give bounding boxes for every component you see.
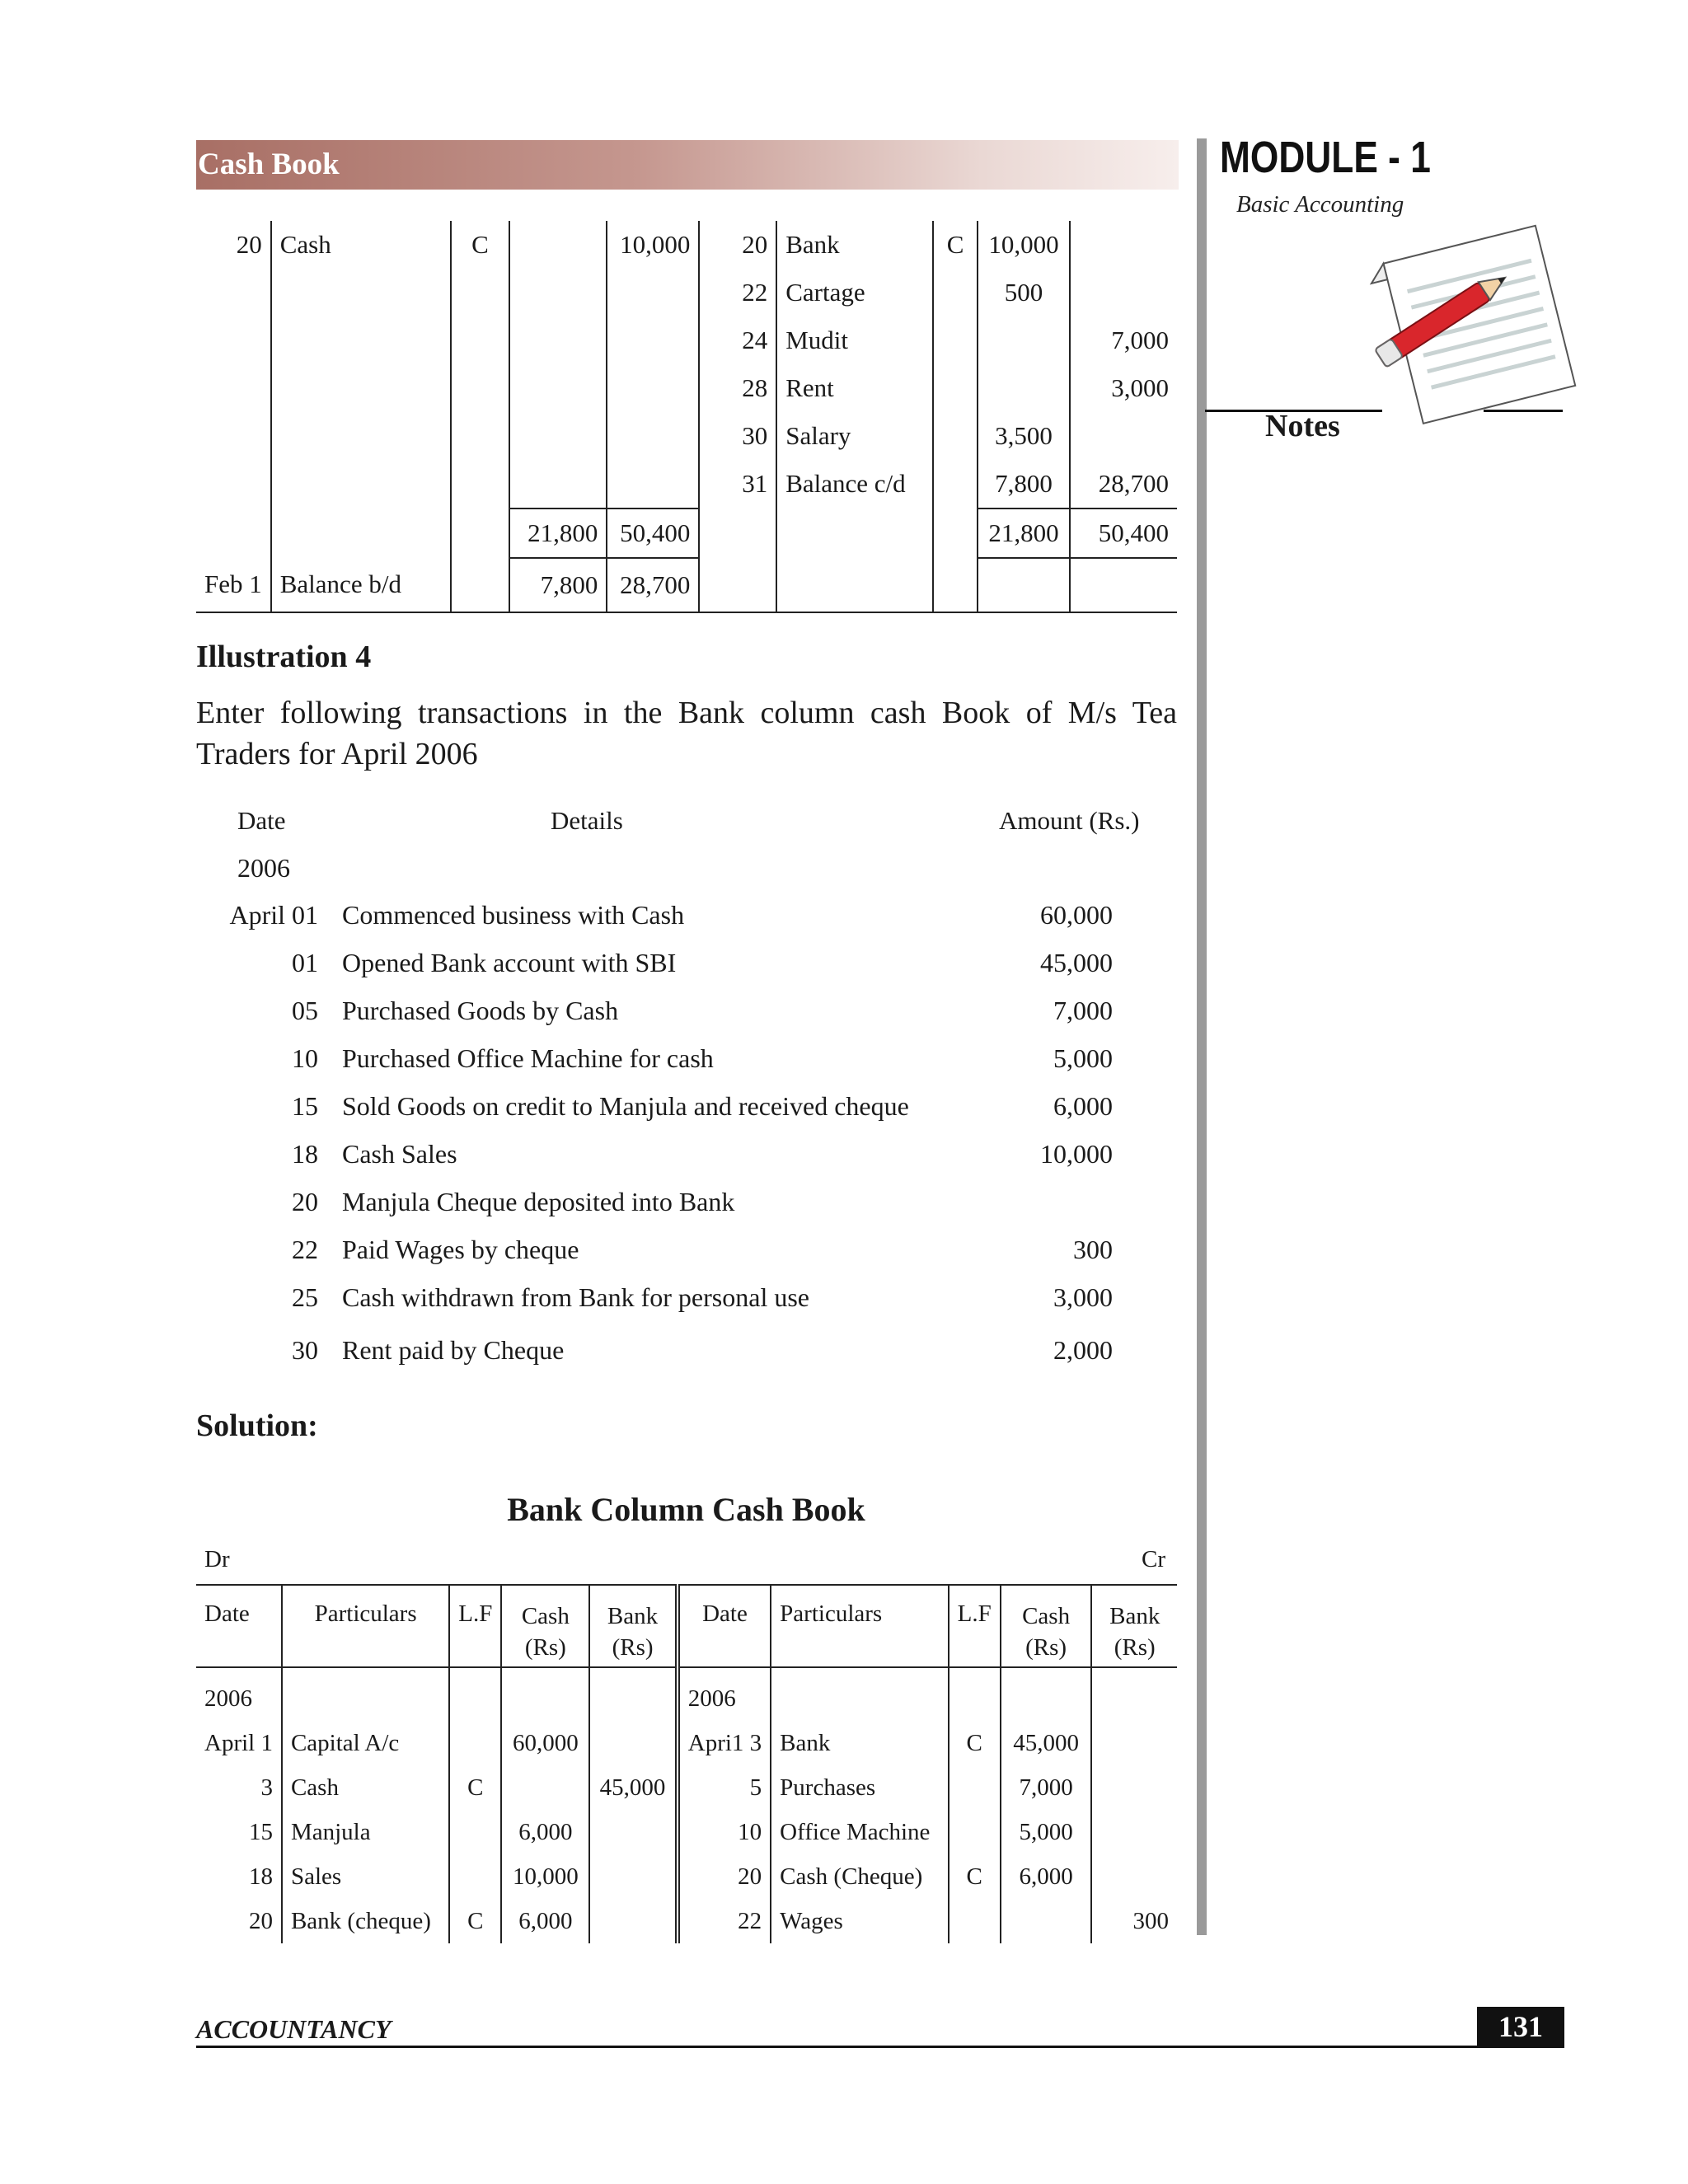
ledger-cell — [978, 558, 1070, 612]
ledger-cell: 28,700 — [607, 558, 699, 612]
hdr-date-cr: Date — [678, 1585, 771, 1667]
ledger-cell — [509, 221, 607, 269]
ledger-cell: 7,800 — [509, 558, 607, 612]
transaction-details: Paid Wages by cheque — [342, 1235, 579, 1264]
ledger-cell — [451, 460, 510, 509]
transaction-date: 10 — [292, 1043, 318, 1073]
cash-book-cell: 15 — [248, 1819, 273, 1845]
ledger-cell: 10,000 — [978, 221, 1070, 269]
ledger-row — [196, 558, 1177, 612]
hdr-cash-dr: Cash (Rs) — [501, 1585, 589, 1667]
ledger-cell — [933, 460, 978, 509]
cash-book-cell — [949, 1810, 1001, 1854]
ledger-cell: Rent — [776, 364, 933, 412]
cash-book-cell: 45,000 — [1001, 1721, 1092, 1765]
ledger-cell — [776, 558, 933, 612]
ledger-row — [196, 364, 1177, 412]
ledger-cell — [978, 316, 1070, 364]
illustration-intro: Enter following transactions in the Bank column cash Book of M/s Tea Traders for April 2006 — [196, 696, 1177, 771]
cash-book-cell — [1091, 1765, 1177, 1810]
cash-book-cell — [949, 1765, 1001, 1810]
cash-book-cell: Bank — [771, 1721, 948, 1765]
cash-book-cell: Sales — [282, 1854, 449, 1899]
cash-book-cell: 45,000 — [589, 1765, 677, 1810]
ledger-cell: 3,500 — [978, 412, 1070, 460]
ledger-row — [196, 221, 1177, 269]
ledger-cell — [933, 412, 978, 460]
cash-book-row — [196, 1810, 1177, 1854]
cash-book-cell — [1091, 1810, 1177, 1854]
cash-book-cell: 2006 — [204, 1685, 252, 1712]
ledger-cell: Cartage — [776, 269, 933, 316]
cash-book-row — [196, 1721, 1177, 1765]
ledger-cell: 7,000 — [1070, 316, 1177, 364]
transaction-details: Purchased Goods by Cash — [342, 996, 619, 1025]
col-amount-header: Amount (Rs.) — [999, 806, 1140, 835]
ledger-cell — [451, 412, 510, 460]
ledger-cell: Salary — [776, 412, 933, 460]
ledger-cell — [933, 509, 978, 558]
debit-label: Dr — [204, 1546, 230, 1572]
cash-book-cell: 3 — [260, 1774, 273, 1801]
cash-book-cell: 2006 — [678, 1667, 771, 1721]
ledger-cell — [271, 364, 451, 412]
transaction-amount — [948, 1187, 1113, 1235]
cash-book-cell — [501, 1667, 589, 1721]
cash-book-cell — [771, 1667, 948, 1721]
ledger-cell — [271, 509, 451, 558]
transaction-details: Cash withdrawn from Bank for personal use — [342, 1282, 809, 1312]
ledger-cell: 22 — [699, 269, 776, 316]
ledger-cell: Cash — [271, 221, 451, 269]
cash-book-cell — [449, 1854, 501, 1899]
solution-heading: Solution: — [196, 1408, 318, 1443]
col-date-header: Date — [237, 806, 286, 835]
cash-book-cell — [949, 1899, 1001, 1943]
ledger-cell: C — [933, 221, 978, 269]
transaction-details: Sold Goods on credit to Manjula and received cheque — [342, 1091, 909, 1121]
transaction-details: Cash Sales — [342, 1139, 457, 1169]
ledger-cell: 50,400 — [1070, 509, 1177, 558]
notes-label: Notes — [1265, 409, 1340, 443]
ledger-cell: Bank — [776, 221, 933, 269]
transaction-amount: 300 — [1073, 1235, 1113, 1264]
cash-book-cell — [1091, 1667, 1177, 1721]
ledger-cell: 20 — [699, 221, 776, 269]
page-number: 131 — [1477, 2007, 1564, 2046]
ledger-cell — [607, 412, 699, 460]
ledger-cell — [509, 269, 607, 316]
bank-column-cash-book-table — [196, 1584, 1177, 1943]
transaction-amount: 10,000 — [1040, 1139, 1113, 1169]
transaction-amount: 6,000 — [1053, 1091, 1113, 1121]
cash-book-cell — [282, 1667, 449, 1721]
transaction-details: Purchased Office Machine for cash — [342, 1043, 714, 1073]
ledger-cell — [509, 364, 607, 412]
ledger-cell: 21,800 — [978, 509, 1070, 558]
cash-book-cell: 6,000 — [501, 1899, 589, 1943]
cash-book-cell — [501, 1765, 589, 1810]
transaction-date: 20 — [292, 1187, 318, 1216]
ledger-cell: Balance b/d — [271, 558, 451, 612]
cash-book-cell: April 1 — [204, 1730, 273, 1756]
transaction-amount: 2,000 — [1053, 1335, 1113, 1365]
ledger-cell: 500 — [978, 269, 1070, 316]
cash-book-cell: 60,000 — [501, 1721, 589, 1765]
cash-book-cell: C — [949, 1721, 1001, 1765]
hdr-cash-cr: Cash (Rs) — [1001, 1585, 1092, 1667]
ledger-cell — [451, 316, 510, 364]
ledger-cell — [451, 364, 510, 412]
cash-book-row — [196, 1899, 1177, 1943]
ledger-cell: 7,800 — [978, 460, 1070, 509]
cash-book-cell: Purchases — [771, 1765, 948, 1810]
hdr-particulars-dr: Particulars — [282, 1585, 449, 1667]
cash-book-cell — [949, 1667, 1001, 1721]
ledger-cell: Balance c/d — [776, 460, 933, 509]
ledger-cell — [271, 316, 451, 364]
notes-rule-right — [1484, 410, 1563, 412]
ledger-cell — [509, 316, 607, 364]
ledger-cell — [271, 412, 451, 460]
ledger-cell: 31 — [699, 460, 776, 509]
ledger-cell — [196, 509, 271, 558]
bank-cash-book-title: Bank Column Cash Book — [507, 1491, 865, 1528]
transaction-amount: 60,000 — [1040, 900, 1113, 930]
section-header: Cash Book — [196, 140, 1179, 190]
transaction-amount: 45,000 — [1040, 948, 1113, 977]
transaction-date: 18 — [292, 1139, 318, 1169]
transaction-date: 15 — [292, 1091, 318, 1121]
margin-bar — [1197, 138, 1207, 1935]
hdr-bank-cr: Bank (Rs) — [1091, 1585, 1177, 1667]
ledger-row — [196, 460, 1177, 509]
transaction-details: Opened Bank account with SBI — [342, 948, 677, 977]
ledger-cell — [699, 509, 776, 558]
ledger-cell — [1070, 412, 1177, 460]
transaction-details: Commenced business with Cash — [342, 900, 685, 930]
cash-book-cell — [449, 1810, 501, 1854]
cash-book-cell — [589, 1667, 677, 1721]
ledger-cell — [699, 558, 776, 612]
ledger-cell — [451, 269, 510, 316]
ledger-cell — [607, 364, 699, 412]
cash-book-cell — [449, 1721, 501, 1765]
cash-book-continuation-table — [196, 221, 1177, 613]
ledger-cell — [451, 558, 510, 612]
cash-book-cell — [589, 1899, 677, 1943]
transaction-details: Rent paid by Cheque — [342, 1335, 565, 1365]
ledger-cell: 50,400 — [607, 509, 699, 558]
cash-book-cell — [1001, 1899, 1092, 1943]
cash-book-cell — [589, 1854, 677, 1899]
ledger-cell — [271, 460, 451, 509]
illustration-heading: Illustration 4 — [196, 640, 372, 674]
cash-book-cell: 6,000 — [501, 1810, 589, 1854]
cash-book-cell: 6,000 — [1001, 1854, 1092, 1899]
cash-book-cell: 7,000 — [1001, 1765, 1092, 1810]
ledger-cell — [933, 558, 978, 612]
cash-book-row — [196, 1667, 1177, 1721]
cash-book-cell: Manjula — [282, 1810, 449, 1854]
notepad-pencil-icon — [1352, 210, 1582, 441]
footer-subject: ACCOUNTANCY — [196, 2014, 392, 2044]
cash-book-cell: 10 — [678, 1810, 771, 1854]
ledger-cell — [776, 509, 933, 558]
cash-book-cell — [449, 1667, 501, 1721]
hdr-bank-dr: Bank (Rs) — [589, 1585, 677, 1667]
cash-book-cell: 20 — [678, 1854, 771, 1899]
ledger-cell: 24 — [699, 316, 776, 364]
ledger-cell — [509, 412, 607, 460]
ledger-cell: 10,000 — [607, 221, 699, 269]
cash-book-cell: Cash — [282, 1765, 449, 1810]
cash-book-cell — [1091, 1854, 1177, 1899]
transaction-date: 30 — [292, 1335, 318, 1365]
ledger-cell — [933, 364, 978, 412]
cash-book-cell — [589, 1721, 677, 1765]
cash-book-cell: 20 — [248, 1908, 273, 1934]
ledger-cell: 28,700 — [1070, 460, 1177, 509]
ledger-cell — [607, 316, 699, 364]
ledger-row — [196, 509, 1177, 558]
credit-label: Cr — [1142, 1546, 1165, 1572]
module-title: MODULE - 1 — [1220, 133, 1431, 182]
cash-book-cell: 5 — [678, 1765, 771, 1810]
transaction-amount: 7,000 — [1053, 996, 1113, 1025]
cash-book-cell: 22 — [678, 1899, 771, 1943]
ledger-cell — [196, 412, 271, 460]
ledger-cell — [933, 316, 978, 364]
year-label: 2006 — [237, 853, 290, 883]
ledger-cell: C — [451, 221, 510, 269]
ledger-cell — [1070, 558, 1177, 612]
ledger-cell — [271, 269, 451, 316]
cash-book-cell: C — [449, 1899, 501, 1943]
ledger-cell — [451, 509, 510, 558]
cash-book-cell: Cash (Cheque) — [771, 1854, 948, 1899]
cash-book-cell: 5,000 — [1001, 1810, 1092, 1854]
cash-book-cell: C — [449, 1765, 501, 1810]
cash-book-cell: Capital A/c — [282, 1721, 449, 1765]
cash-book-cell: Office Machine — [771, 1810, 948, 1854]
ledger-row — [196, 269, 1177, 316]
cash-book-cell — [1091, 1721, 1177, 1765]
cash-book-cell: Apri1 3 — [678, 1721, 771, 1765]
col-details-header: Details — [551, 806, 623, 835]
transaction-date: April 01 — [229, 900, 318, 930]
ledger-row — [196, 412, 1177, 460]
ledger-row — [196, 316, 1177, 364]
ledger-cell: Feb 1 — [196, 558, 271, 612]
hdr-date-dr: Date — [204, 1601, 250, 1627]
transaction-date: 01 — [292, 948, 318, 977]
transaction-date: 05 — [292, 996, 318, 1025]
ledger-cell: 30 — [699, 412, 776, 460]
cash-book-row — [196, 1854, 1177, 1899]
cash-book-cell: C — [949, 1854, 1001, 1899]
ledger-cell — [509, 460, 607, 509]
transaction-date: 22 — [292, 1235, 318, 1264]
ledger-cell: Mudit — [776, 316, 933, 364]
ledger-cell: 20 — [236, 230, 262, 259]
ledger-cell: 21,800 — [509, 509, 607, 558]
hdr-lf-dr: L.F — [449, 1585, 501, 1667]
cash-book-cell: 10,000 — [501, 1854, 589, 1899]
ledger-cell — [933, 269, 978, 316]
cash-book-cell: 18 — [248, 1863, 273, 1890]
ledger-cell — [1070, 269, 1177, 316]
transaction-date: 25 — [292, 1282, 318, 1312]
cash-book-cell — [1001, 1667, 1092, 1721]
hdr-particulars-cr: Particulars — [771, 1585, 948, 1667]
module-subtitle: Basic Accounting — [1236, 191, 1404, 218]
cash-book-cell: Bank (cheque) — [282, 1899, 449, 1943]
ledger-cell — [196, 460, 271, 509]
cash-book-cell: 300 — [1091, 1899, 1177, 1943]
transaction-amount: 5,000 — [1053, 1043, 1113, 1073]
hdr-lf-cr: L.F — [949, 1585, 1001, 1667]
cash-book-row — [196, 1765, 1177, 1810]
ledger-cell — [1070, 221, 1177, 269]
cash-book-cell — [589, 1810, 677, 1854]
ledger-cell — [196, 364, 271, 412]
ledger-cell — [607, 460, 699, 509]
footer-rule — [196, 2046, 1564, 2048]
transaction-details: Manjula Cheque deposited into Bank — [342, 1187, 735, 1216]
ledger-cell — [607, 269, 699, 316]
ledger-cell — [978, 364, 1070, 412]
ledger-cell — [196, 269, 271, 316]
ledger-cell: 3,000 — [1070, 364, 1177, 412]
ledger-cell: 28 — [699, 364, 776, 412]
ledger-cell — [196, 316, 271, 364]
transaction-amount: 3,000 — [1053, 1282, 1113, 1312]
cash-book-cell: Wages — [771, 1899, 948, 1943]
